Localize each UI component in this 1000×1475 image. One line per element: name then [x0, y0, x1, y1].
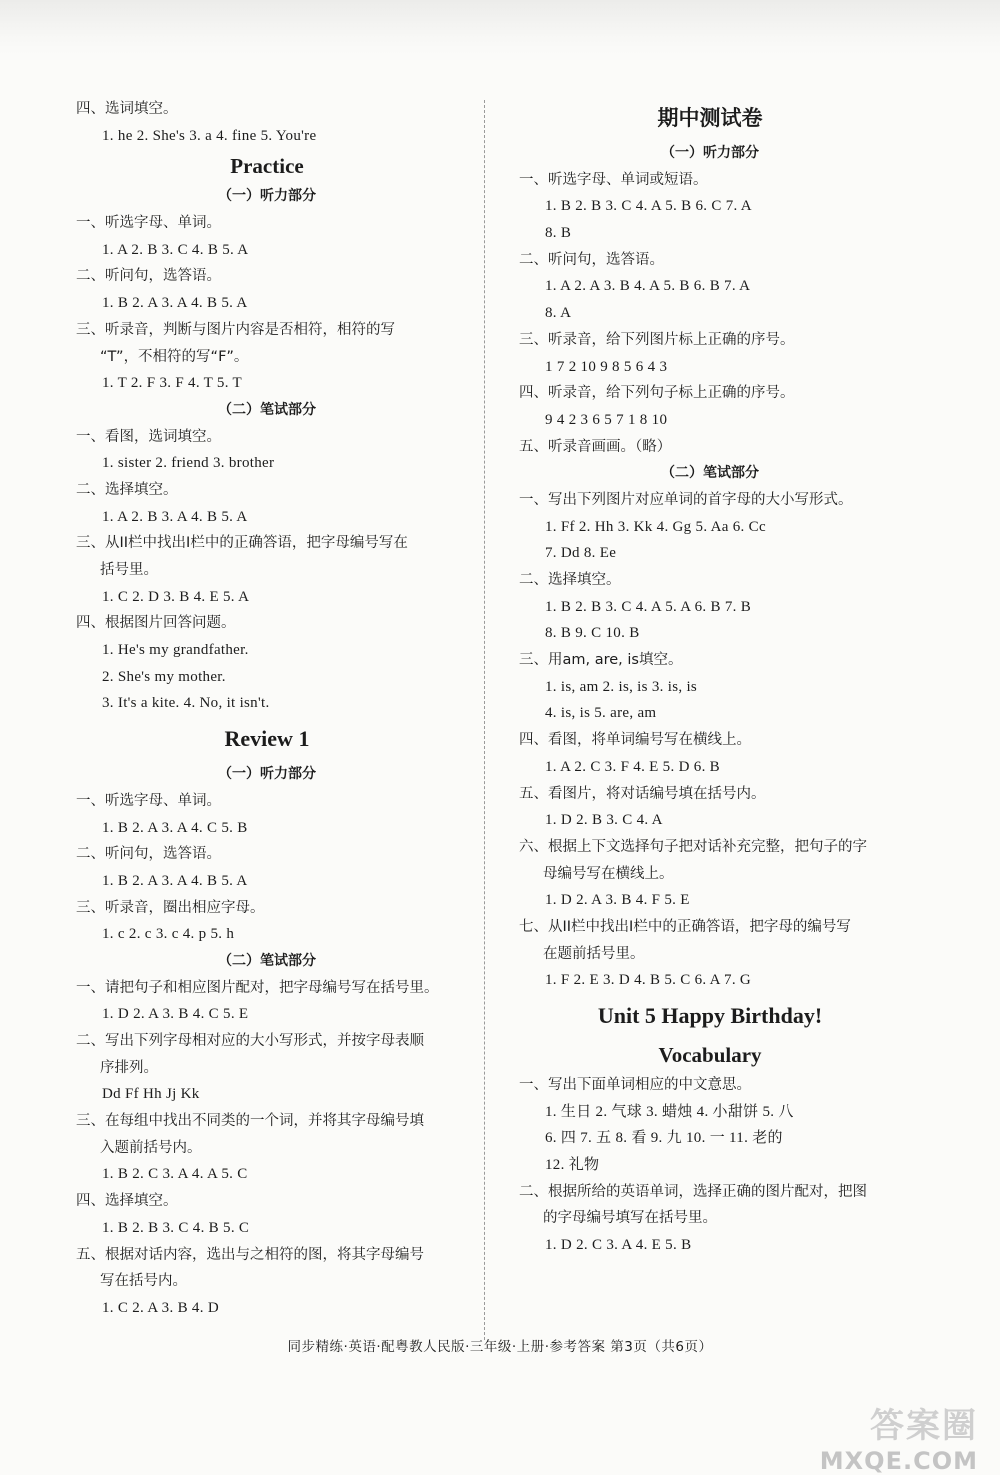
question-heading: 二、听问句，选答语。: [519, 251, 664, 268]
question-heading: 五、根据对话内容，选出与之相符的图，将其字母编号: [76, 1246, 424, 1263]
question-heading-cont: 写在括号内。: [100, 1273, 187, 1290]
question-heading: 一、写出下面单词相应的中文意思。: [519, 1077, 751, 1093]
question-heading: 三、从II栏中找出I栏中的正确答语，把字母编号写在: [76, 535, 408, 552]
question-heading: 五、听录音画画。（略）: [519, 438, 672, 455]
answer-line: 1. sister 2. friend 3. brother: [102, 455, 275, 472]
answer-line: 1. F 2. E 3. D 4. B 5. C 6. A 7. G: [545, 972, 752, 989]
question-heading: 三、用am, are, is填空。: [519, 652, 683, 669]
watermark-url: MXQE.COM: [819, 1447, 978, 1475]
question-heading: 一、听选字母、单词。: [76, 792, 221, 809]
answer-line: 8. B: [545, 225, 572, 242]
answer-line: 4. is, is 5. are, am: [545, 705, 657, 722]
answer-line: 1. He's my grandfather.: [102, 642, 249, 659]
question-heading-cont: “T”，不相符的写“F”。: [100, 348, 249, 365]
question-heading: 三、在每组中找出不同类的一个词，并将其字母编号填: [76, 1113, 424, 1130]
question-heading: 二、听问句，选答语。: [76, 268, 221, 285]
question-heading: 一、写出下列图片对应单词的首字母的大小写形式。: [519, 491, 853, 508]
answer-line: 1. C 2. A 3. B 4. D: [102, 1299, 219, 1316]
answer-line: 8. A: [545, 305, 572, 322]
question-heading: 四、听录音，给下列句子标上正确的序号。: [519, 385, 795, 402]
answer-line: 1. D 2. B 3. C 4. A: [545, 812, 663, 829]
answer-line: 2. She's my mother.: [102, 668, 226, 685]
question-heading: 二、选择填空。: [76, 481, 178, 498]
answer-line: 1. c 2. c 3. c 4. p 5. h: [102, 926, 235, 943]
answer-line: 1. B 2. B 3. C 4. A 5. A 6. B 7. B: [545, 598, 752, 615]
section-subtitle: （二）笔试部分: [218, 401, 316, 418]
answer-line: 1. B 2. A 3. A 4. C 5. B: [102, 819, 248, 836]
answer-line: 1. B 2. B 3. C 4. A 5. B 6. C 7. A: [545, 198, 752, 215]
answer-line: 1. T 2. F 3. F 4. T 5. T: [102, 375, 243, 392]
question-heading: 三、听录音，判断与图片内容是否相符，相符的写: [76, 321, 395, 338]
answer-line: 1. is, am 2. is, is 3. is, is: [545, 678, 698, 695]
page-footer: 同步精练·英语·配粤教人民版·三年级·上册·参考答案 第3页（共6页）: [287, 1339, 713, 1355]
exam-title: 期中测试卷: [657, 106, 763, 130]
answer-line: Dd Ff Hh Jj Kk: [102, 1086, 200, 1103]
answer-line: 1. Ff 2. Hh 3. Kk 4. Gg 5. Aa 6. Cc: [545, 518, 766, 535]
answer-line: 1. 生日 2. 气球 3. 蜡烛 4. 小甜饼 5. 八: [545, 1103, 794, 1120]
question-heading: 二、听问句，选答语。: [76, 846, 221, 863]
answer-line: 12. 礼物: [545, 1157, 600, 1174]
answer-line: 1. A 2. A 3. B 4. A 5. B 6. B 7. A: [545, 278, 751, 295]
answer-line: 1. B 2. C 3. A 4. A 5. C: [102, 1166, 248, 1183]
question-heading: 五、看图片，将对话编号填在括号内。: [519, 785, 766, 802]
question-heading: 七、从II栏中找出I栏中的正确答语，把字母的编号写: [519, 918, 851, 935]
answer-line: 1. A 2. C 3. F 4. E 5. D 6. B: [545, 758, 720, 775]
question-heading: 三、听录音，圈出相应字母。: [76, 899, 265, 916]
answer-line: 1. D 2. A 3. B 4. C 5. E: [102, 1006, 249, 1023]
answer-line: 1. he 2. She's 3. a 4. fine 5. You're: [102, 127, 317, 144]
question-heading-cont: 在题前括号里。: [543, 945, 645, 962]
answer-line: 6. 四 7. 五 8. 看 9. 九 10. 一 11. 老的: [545, 1130, 783, 1147]
section-subtitle: （二）笔试部分: [218, 952, 316, 969]
section-title: Vocabulary: [658, 1043, 762, 1067]
section-subtitle: （一）听力部分: [218, 188, 316, 205]
answer-line: 9 4 2 3 6 5 7 1 8 10: [545, 411, 668, 428]
question-heading-cont: 入题前括号内。: [100, 1139, 202, 1156]
question-heading: 一、听选字母、单词。: [76, 215, 221, 232]
unit-title: Review 1: [224, 726, 310, 752]
question-heading: 四、根据图片回答问题。: [76, 615, 236, 632]
answer-line: 1. B 2. A 3. A 4. B 5. A: [102, 872, 248, 889]
watermark: [820, 1398, 978, 1475]
question-heading: 四、选词填空。: [76, 101, 178, 117]
section-title: Practice: [230, 154, 304, 179]
question-heading: 四、选择填空。: [76, 1193, 178, 1210]
answer-line: 3. It's a kite. 4. No, it isn't.: [102, 695, 270, 712]
question-heading: 一、听选字母、单词或短语。: [519, 171, 708, 188]
right-column: [505, 96, 915, 1259]
question-heading-cont: 的字母编号填写在括号里。: [543, 1210, 717, 1227]
question-heading-cont: 母编号写在横线上。: [543, 865, 674, 882]
answer-line: 1. D 2. A 3. B 4. F 5. E: [545, 892, 690, 909]
answer-line: 7. Dd 8. Ee: [545, 545, 617, 562]
question-heading: 三、听录音，给下列图片标上正确的序号。: [519, 331, 795, 348]
answer-line: 1. B 2. B 3. C 4. B 5. C: [102, 1219, 250, 1236]
column-divider: [484, 100, 485, 1340]
answer-line: 1. A 2. B 3. A 4. B 5. A: [102, 508, 248, 525]
section-subtitle: （一）听力部分: [218, 766, 316, 783]
question-heading: 二、选择填空。: [519, 572, 621, 588]
answer-line: 1. B 2. A 3. A 4. B 5. A: [102, 295, 248, 312]
question-heading-cont: 括号里。: [100, 562, 158, 578]
answer-line: 8. B 9. C 10. B: [545, 625, 640, 642]
scan-top-shadow: [0, 0, 1000, 55]
answer-line: 1. A 2. B 3. C 4. B 5. A: [102, 241, 249, 258]
question-heading: 六、根据上下文选择句子把对话补充完整，把句子的字: [519, 838, 867, 855]
answer-line: 1. C 2. D 3. B 4. E 5. A: [102, 588, 250, 605]
question-heading: 四、看图，将单词编号写在横线上。: [519, 732, 751, 749]
answer-line: 1. D 2. C 3. A 4. E 5. B: [545, 1237, 692, 1254]
question-heading: 一、看图，选词填空。: [76, 428, 221, 445]
question-heading-cont: 序排列。: [100, 1059, 158, 1076]
left-column: [62, 96, 472, 1322]
answer-line: 1 7 2 10 9 8 5 6 4 3: [545, 358, 668, 375]
watermark-logo: 答案圈: [870, 1406, 978, 1446]
question-heading: 一、请把句子和相应图片配对，把字母编号写在括号里。: [76, 979, 439, 996]
section-subtitle: （二）笔试部分: [661, 465, 759, 482]
unit-title: Unit 5 Happy Birthday!: [597, 1003, 823, 1028]
question-heading: 二、根据所给的英语单词，选择正确的图片配对，把图: [519, 1183, 867, 1200]
question-heading: 二、写出下列字母相对应的大小写形式，并按字母表顺: [76, 1033, 424, 1049]
section-subtitle: （一）听力部分: [661, 145, 759, 161]
